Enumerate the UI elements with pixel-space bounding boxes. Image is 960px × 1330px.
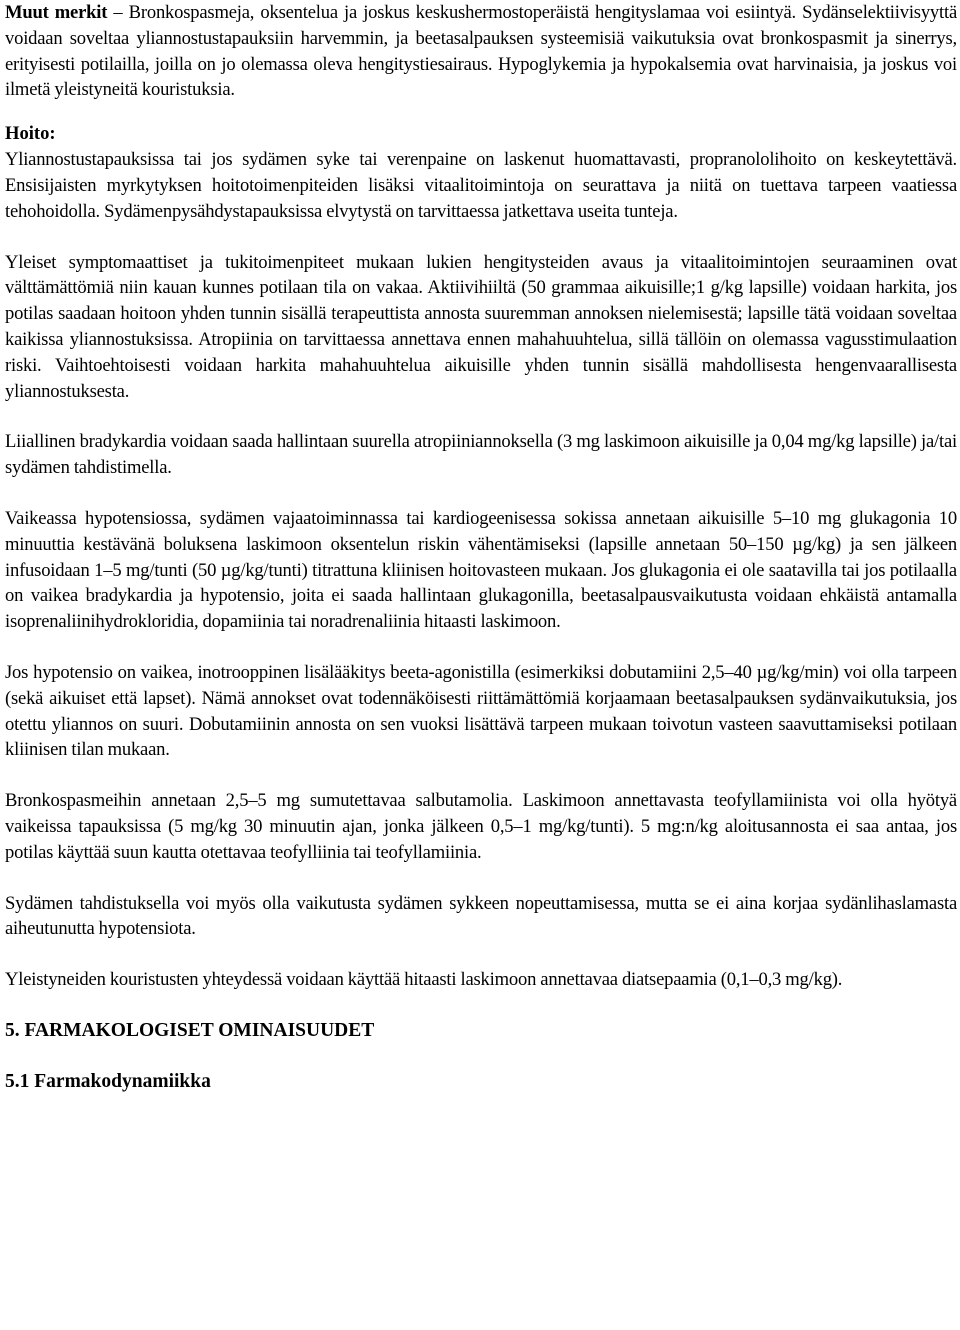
spacer bbox=[5, 866, 957, 891]
paragraph-inotropic: Jos hypotensio on vaikea, inotrooppinen lisälääkitys beeta-agonistilla (esimerkiksi dobutamiini 2,5–40 µg/kg/min) voi olla tarpeen (sekä aikuiset että lapset). Nämä annokset ovat todennäköisesti riittämättömiä korjaamaan beetasalpauksen sydänvaikutuksia, jos otettu yliannos on suuri. Dobutamiinin annosta on sen vuoksi lisättävä tarpeen mukaan toivotun vasteen saavuttamiseksi potilaan kliinisen tilan mukaan. bbox=[5, 661, 957, 761]
spacer bbox=[5, 404, 957, 429]
subsection-heading: 5.1 Farmakodynamiikka bbox=[5, 1070, 211, 1092]
paragraph-supportive-care: Yleiset symptomaattiset ja tukitoimenpiteet mukaan lukien hengitysteiden avaus ja vitaalitoimintojen seuraaminen ovat välttämättömiä niin kauan kunnes potilaan tila on vakaa. Aktiivihiiltä (50 grammaa aikuisille;1 g/kg lapsille) voidaan harkita, jos potilas saadaan hoitoon yhden tunnin sisällä terapeuttista annosta suuremman annoksen nielemisestä; lapsille tätä voidaan soveltaa kaikissa yliannostuksissa. Atropiinia on tarvittaessa annettava ennen mahahuuhtelua, sillä tällöin on olemassa vagusstimulaation riski. Vaihtoehtoisesti voidaan harkita mahahuuhtelua aikuisille yhden tunnin sisällä mahdollisesta hengenvaarallisesta yliannostuksesta. bbox=[5, 251, 957, 402]
document-page bbox=[5, 0, 957, 1095]
spacer bbox=[5, 103, 957, 121]
paragraph-treatment: Yliannostustapauksissa tai jos sydämen syke tai verenpaine on laskenut huomattavasti, propranololihoito on keskeytettävä. Ensisijaisten myrkytyksen hoitotoimenpiteiden lisäksi vitaalitoimintoja on seurattava ja niitä on tuettava tarpeen vaatiessa tehohoidolla. Sydämenpysähdystapauksissa elvytystä on tarvittaessa jatkettava useita tunteja. bbox=[5, 149, 957, 222]
paragraph-other-signs bbox=[5, 0, 957, 103]
spacer bbox=[5, 1044, 957, 1069]
spacer bbox=[5, 635, 957, 660]
paragraph-text: – Bronkospasmeja, oksentelua ja joskus keskushermostoperäistä hengityslamaa voi esiintyä. Sydänselektiivisyyttä voidaan soveltaa yliannostustapauksiin harvemmin, ja beetasalpauksen systeemisiä vaikutuksia ovat bronkospasmit ja sinerrys, erityisesti potilailla, joilla on jo olemassa oleva hengitystiesairaus. Hypoglykemia ja hypokalsemia ovat harvinaisia, ja joskus voi ilmetä yleistyneitä kouristuksia. bbox=[5, 2, 957, 101]
spacer bbox=[5, 993, 957, 1018]
spacer bbox=[5, 225, 957, 250]
section-heading: 5. FARMAKOLOGISET OMINAISUUDET bbox=[5, 1019, 375, 1041]
spacer bbox=[5, 481, 957, 506]
paragraph-bradycardia: Liiallinen bradykardia voidaan saada hallintaan suurella atropiiniannoksella (3 mg laskimoon aikuisille ja 0,04 mg/kg lapsille) ja/tai sydämen tahdistimella. bbox=[5, 431, 957, 479]
paragraph-lead: Muut merkit bbox=[5, 2, 108, 23]
paragraph-hypotension-glucagon: Vaikeassa hypotensiossa, sydämen vajaatoiminnassa tai kardiogeenisessa sokissa annetaan aikuisille 5–10 mg glukagonia 10 minuuttia kestävänä boluksena laskimoon oksentelun riskin vähentämiseksi (lapsille annetaan 50–150 µg/kg) ja sen jälkeen infusoidaan 1–5 mg/tunti (50 µg/kg/tunti) titrattuna kliinisen hoitovasteen mukaan. Jos glukagonia ei ole saatavilla tai jos potilaalla on vaikea bradykardia ja hypotensio, joita ei saada hallintaan glukagonilla, beetasalpausvaikutusta voidaan ehkäistä antamalla isoprenaliinihydrokloridia, dopamiinia tai noradrenaliinia hitaasti laskimoon. bbox=[5, 507, 957, 633]
spacer bbox=[5, 942, 957, 967]
paragraph-bronchospasm: Bronkospasmeihin annetaan 2,5–5 mg sumutettavaa salbutamolia. Laskimoon annettavasta teofyllamiinista voi olla hyötyä vaikeissa tapauksissa (5 mg/kg 30 minuutin ajan, jonka jälkeen 0,5–1 mg/kg/tunti). 5 mg:n/kg aloitusannosta ei saa antaa, jos potilas käyttää suun kautta otettavaa teofylliinia tai teofyllamiinia. bbox=[5, 790, 957, 863]
paragraph-pacing: Sydämen tahdistuksella voi myös olla vaikutusta sydämen sykkeen nopeuttamisessa, mutta se ei aina korjaa sydänlihaslamasta aiheutunutta hypotensiota. bbox=[5, 892, 957, 940]
treatment-heading: Hoito: bbox=[5, 123, 56, 145]
spacer bbox=[5, 763, 957, 788]
paragraph-seizures: Yleistyneiden kouristusten yhteydessä voidaan käyttää hitaasti laskimoon annettavaa diatsepaamia (0,1–0,3 mg/kg). bbox=[5, 969, 843, 991]
